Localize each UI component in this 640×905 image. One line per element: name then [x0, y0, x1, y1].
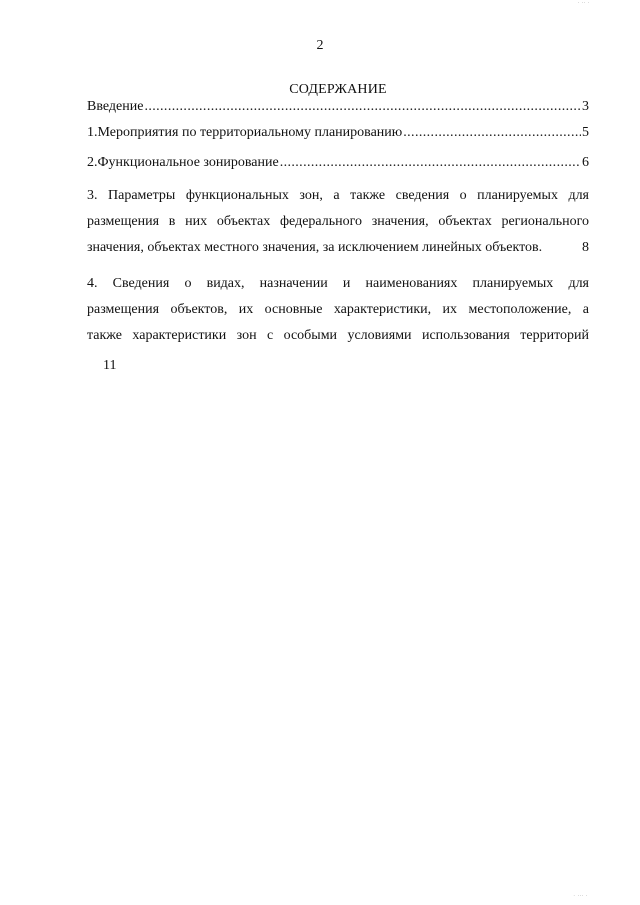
toc-entry-page: 11	[103, 358, 117, 373]
toc-entry-page: 8	[582, 240, 589, 255]
page-number: 2	[316, 38, 324, 53]
scan-artifact-top: · ·· ·	[577, 0, 590, 6]
dot-leader	[144, 97, 581, 117]
scan-artifact-bottom: · ··· ·	[573, 893, 588, 899]
toc-entry-number: 2.	[87, 155, 98, 170]
toc-entry-number: 1.	[87, 125, 98, 140]
toc-entry-line: 3. Параметры функциональных зон, а также сведения о планируемых для	[87, 188, 589, 203]
toc-title: СОДЕРЖАНИЕ	[289, 82, 387, 97]
toc-entry-line: размещения объектов, их основные характеристики, их местоположение, а	[87, 302, 589, 317]
toc-entry-line-text: значения, объектах местного значения, за исключением линейных объектов.	[87, 240, 543, 255]
toc-entry-2[interactable]	[87, 153, 589, 173]
toc-entry-line: размещения в них объектах федерального значения, объектах регионального	[87, 214, 589, 229]
toc-entry-line: также характеристики зон с особыми условиями использования территорий	[87, 328, 589, 343]
toc-entry-4[interactable]	[87, 271, 589, 379]
toc-entry-line: 4. Сведения о видах, назначении и наименованиях планируемых для	[87, 276, 589, 291]
toc-entry-3[interactable]	[87, 183, 589, 261]
dot-leader	[280, 153, 581, 173]
toc-entry-label: Введение	[87, 99, 144, 114]
toc-entry-label: Мероприятия по территориальному планированию	[97, 125, 403, 140]
toc-entry-page: 5	[582, 125, 589, 140]
dot-leader	[403, 123, 581, 143]
toc-entry-page: 6	[582, 155, 589, 170]
toc-entry-label: Функциональное зонирование	[97, 155, 279, 170]
toc-entry-1[interactable]	[87, 123, 589, 143]
table-of-contents	[87, 97, 589, 379]
toc-entry-intro[interactable]	[87, 97, 589, 117]
toc-entry-line	[87, 235, 589, 261]
toc-entry-page: 3	[582, 99, 589, 114]
